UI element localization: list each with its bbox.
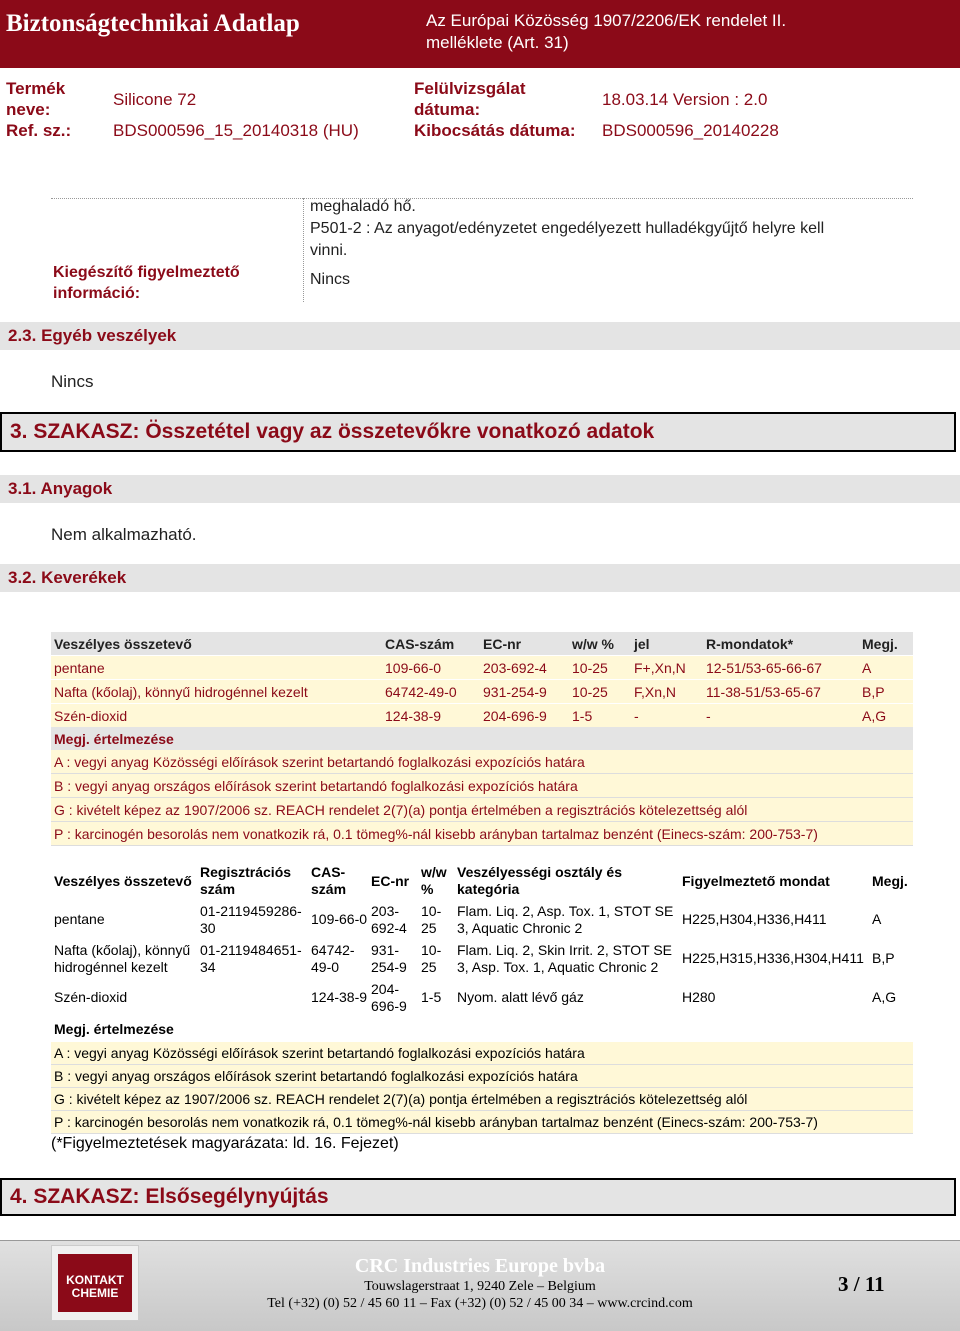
section-3-2-bar xyxy=(0,564,960,592)
table-row xyxy=(51,680,913,704)
table-row xyxy=(51,900,913,939)
table-header-row xyxy=(51,862,913,900)
mixture-table-h-phrases xyxy=(51,862,913,1134)
column-header: Megj. xyxy=(859,632,913,656)
table-cell: 01-2119459286-30 xyxy=(200,902,302,936)
section-4-heading: 4. SZAKASZ: Elsősegélynyújtás xyxy=(0,1178,956,1216)
section-2-3-text: Nincs xyxy=(51,372,94,391)
notes-header: Megj. értelmezése xyxy=(51,727,913,750)
note-row xyxy=(51,750,913,774)
table-cell: 64742-49-0 xyxy=(311,941,355,975)
ref-number-value: BDS000596_15_20140318 (HU) xyxy=(113,121,359,140)
note-text: P : karcinogén besorolás nem vonatkozik rá, 0.1 tömeg%-nál kisebb arányban tartalmaz benzént (Einecs-szám: 200-753-7) xyxy=(51,1111,913,1134)
table-cell: F,Xn,N xyxy=(631,680,703,704)
note-text: G : kivételt képez az 1907/2006 sz. REACH rendelet 2(7)(a) pontja értelmében a regisztrációs kötelezettség alól xyxy=(51,798,913,822)
regulation-line-2: melléklete (Art. 31) xyxy=(426,33,569,52)
note-text: G : kivételt képez az 1907/2006 sz. REACH rendelet 2(7)(a) pontja értelmében a regisztrációs kötelezettség alól xyxy=(51,1088,913,1111)
note-text: B : vegyi anyag országos előírások szerint betartandó foglalkozási expozíciós határa xyxy=(51,774,913,798)
notes-header-row xyxy=(51,727,913,750)
table-cell: 10-25 xyxy=(421,941,442,975)
table-cell: 01-2119484651-34 xyxy=(200,941,302,975)
table-cell: A xyxy=(859,656,913,680)
table-cell: H225,H304,H336,H411 xyxy=(682,911,827,927)
column-header: jel xyxy=(631,632,703,656)
note-row xyxy=(51,1042,913,1065)
company-name: CRC Industries Europe bvba xyxy=(354,1255,606,1277)
column-header: EC-nr xyxy=(371,872,410,889)
table-header-row xyxy=(51,632,913,656)
table-row xyxy=(51,656,913,680)
table-cell: A,G xyxy=(859,704,913,728)
table-cell: Flam. Liq. 2, Asp. Tox. 1, STOT SE 3, Aquatic Chronic 2 xyxy=(457,902,674,936)
table-cell: F+,Xn,N xyxy=(631,656,703,680)
regulation-reference xyxy=(426,10,946,54)
column-header: CAS-szám xyxy=(311,864,347,897)
table-cell: 10-25 xyxy=(421,902,442,936)
table-cell: 109-66-0 xyxy=(382,656,480,680)
logo-badge xyxy=(58,1254,132,1312)
table-cell: 124-38-9 xyxy=(382,704,480,728)
note-row xyxy=(51,1111,913,1134)
document-title: Biztonságtechnikai Adatlap xyxy=(6,10,300,37)
note-text: P : karcinogén besorolás nem vonatkozik rá, 0.1 tömeg%-nál kisebb arányban tartalmaz benzént (Einecs-szám: 200-753-7) xyxy=(51,822,913,846)
section-3-1-title: 3.1. Anyagok xyxy=(8,479,113,498)
mixture-table-r-phrases xyxy=(51,632,913,846)
table-cell: Nafta (kőolaj), könnyű hidrogénnel kezelt xyxy=(51,680,382,704)
note-row xyxy=(51,1088,913,1111)
issue-date-value: BDS000596_20140228 xyxy=(602,121,779,140)
table-cell: 204-696-9 xyxy=(480,704,569,728)
kontakt-chemie-logo xyxy=(51,1245,139,1321)
supplementary-info-divider xyxy=(303,198,304,302)
product-name-value: Silicone 72 xyxy=(113,90,197,109)
table-row xyxy=(51,704,913,728)
column-header: Veszélyességi osztály és kategória xyxy=(457,864,622,897)
note-text: B : vegyi anyag országos előírások szerint betartandó foglalkozási expozíciós határa xyxy=(51,1065,913,1088)
table-row xyxy=(51,939,913,978)
supplementary-info-label: Kiegészítő figyelmeztető információ: xyxy=(53,264,240,302)
ref-number-label: Ref. sz.: xyxy=(6,121,72,140)
section-3-heading: 3. SZAKASZ: Összetétel vagy az összetevőkre vonatkozó adatok xyxy=(0,412,956,452)
column-header: CAS-szám xyxy=(382,632,480,656)
table-cell: 124-38-9 xyxy=(311,989,368,1005)
table-cell: 10-25 xyxy=(569,680,631,704)
section-3-2-title: 3.2. Keverékek xyxy=(8,568,127,587)
product-name-label: Termék neve: xyxy=(6,79,66,119)
table-cell xyxy=(197,978,308,1017)
notes-header-row xyxy=(51,1017,913,1042)
column-header: EC-nr xyxy=(480,632,569,656)
table-cell: 11-38-51/53-65-67 xyxy=(703,680,859,704)
regulation-line-1: Az Európai Közösség 1907/2206/EK rendelet II. xyxy=(426,11,787,30)
table-cell: A,G xyxy=(872,989,897,1005)
note-row xyxy=(51,1065,913,1088)
table-cell: H225,H315,H336,H304,H411 xyxy=(682,950,864,966)
warnings-explanation-note: (*Figyelmeztetések magyarázata: ld. 16. Fejezet) xyxy=(51,1135,399,1152)
company-contact: Tel (+32) (0) 52 / 45 60 11 – Fax (+32) (0) 52 / 45 00 34 – www.crcind.com xyxy=(267,1296,693,1311)
table-cell: 203-692-4 xyxy=(371,902,407,936)
table-cell: pentane xyxy=(51,656,382,680)
column-header: Veszélyes összetevő xyxy=(54,872,192,889)
table-cell: 1-5 xyxy=(421,989,442,1005)
column-header: R-mondatok* xyxy=(703,632,859,656)
column-header: Megj. xyxy=(872,872,908,889)
table-cell: 204-696-9 xyxy=(371,980,407,1014)
table-cell: B,P xyxy=(859,680,913,704)
table-cell: B,P xyxy=(872,950,895,966)
table-cell: 931-254-9 xyxy=(371,941,407,975)
table-cell: 64742-49-0 xyxy=(382,680,480,704)
column-header: Veszélyes összetevő xyxy=(51,632,382,656)
table-cell: 1-5 xyxy=(569,704,631,728)
supplementary-info-text: meghaladó hő. P501-2 : Az anyagot/edényzetet engedélyezett hulladékgyűjtő helyre kell vinni. Nincs xyxy=(310,198,825,288)
note-row xyxy=(51,798,913,822)
column-header: Figyelmeztető mondat xyxy=(682,872,830,889)
note-text: A : vegyi anyag Közösségi előírások szerint betartandó foglalkozási expozíciós határa xyxy=(51,1042,913,1065)
logo-text: KONTAKT CHEMIE xyxy=(66,1273,124,1300)
page-number: 3 / 11 xyxy=(838,1272,885,1296)
table-cell: H280 xyxy=(682,989,716,1005)
table-cell: - xyxy=(631,704,703,728)
column-header: w/w % xyxy=(421,864,447,897)
table-row xyxy=(51,978,913,1017)
review-date-value: 18.03.14 Version : 2.0 xyxy=(602,90,768,109)
table-cell: Szén-dioxid xyxy=(54,989,128,1005)
table-cell: pentane xyxy=(54,911,105,927)
issue-date-label: Kibocsátás dátuma: xyxy=(414,121,576,140)
section-3-1-bar xyxy=(0,475,960,503)
table-cell: 109-66-0 xyxy=(311,911,368,927)
table-cell: Nafta (kőolaj), könnyű hidrogénnel kezelt xyxy=(54,941,191,975)
note-row xyxy=(51,822,913,846)
section-2-3-title: 2.3. Egyéb veszélyek xyxy=(8,326,177,345)
note-text: A : vegyi anyag Közösségi előírások szerint betartandó foglalkozási expozíciós határa xyxy=(51,750,913,774)
column-header: Regisztrációs szám xyxy=(200,864,292,897)
table-cell: Szén-dioxid xyxy=(51,704,382,728)
table-cell: 12-51/53-65-66-67 xyxy=(703,656,859,680)
table-cell: - xyxy=(703,704,859,728)
company-address: Touwslagerstraat 1, 9240 Zele – Belgium xyxy=(364,1279,596,1294)
review-date-label: Felülvizsgálat dátuma: xyxy=(414,79,526,119)
table-cell: 931-254-9 xyxy=(480,680,569,704)
column-header: w/w % xyxy=(569,632,631,656)
section-3-1-text: Nem alkalmazható. xyxy=(51,525,197,544)
table-cell: 10-25 xyxy=(569,656,631,680)
notes-header: Megj. értelmezése xyxy=(54,1021,174,1037)
table-cell: A xyxy=(872,911,882,927)
table-cell: 203-692-4 xyxy=(480,656,569,680)
table-cell: Nyom. alatt lévő gáz xyxy=(457,989,584,1005)
table-cell: Flam. Liq. 2, Skin Irrit. 2, STOT SE 3, Asp. Tox. 1, Aquatic Chronic 2 xyxy=(457,941,672,975)
note-row xyxy=(51,774,913,798)
